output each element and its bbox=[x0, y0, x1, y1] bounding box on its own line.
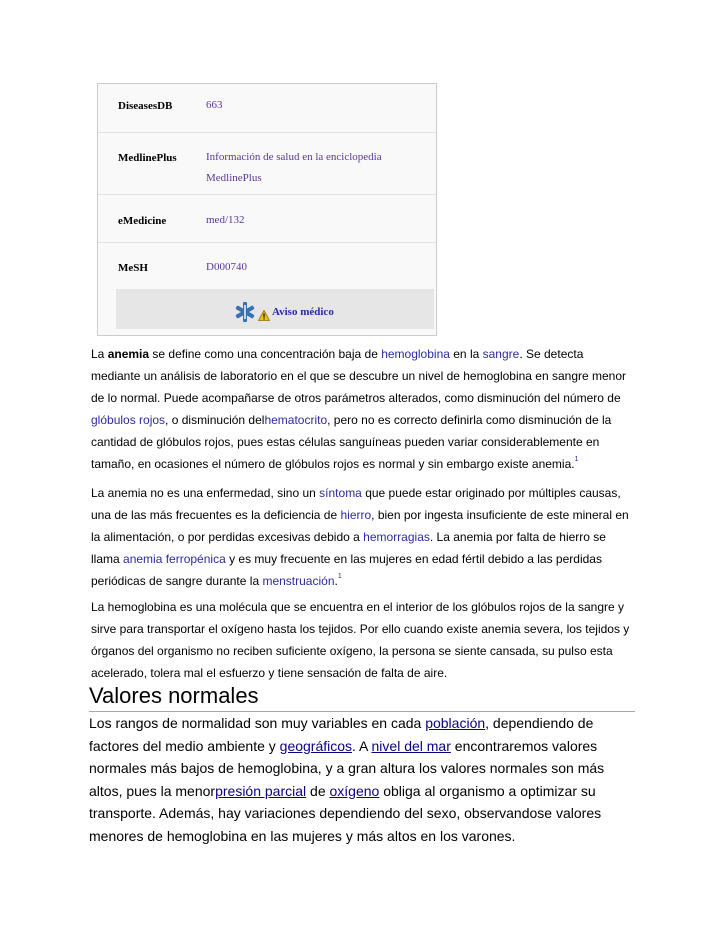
text-run: . bbox=[334, 574, 338, 588]
text-run: , pero no es correcto definirla como disminución de la cantidad de glóbulos rojos, pues estas células sanguíneas pueden variar considerablemente en tamaño, en ocasiones el número de glóbulos rojos es normal y sin embargo existe anemia. bbox=[91, 413, 612, 471]
medical-disclaimer-label: Aviso médico bbox=[272, 306, 334, 318]
text-run: . A bbox=[352, 737, 372, 754]
text-run: La anemia no es una enfermedad, sino un bbox=[91, 486, 320, 500]
link-geograficos[interactable]: geográficos bbox=[279, 737, 353, 754]
infobox-key: DiseasesDB bbox=[118, 100, 173, 112]
link-sangre[interactable]: sangre bbox=[482, 347, 520, 361]
infobox-value-link[interactable]: 663 bbox=[206, 99, 223, 111]
link-hierro[interactable]: hierro bbox=[340, 508, 372, 522]
reference-1[interactable]: 1 bbox=[337, 573, 342, 580]
hemoglobin-paragraph: La hemoglobina es una molécula que se encuentra en el interior de los glóbulos rojos de la sangre y sirve para transportar el oxígeno hasta los tejidos. Por ello cuando existe anemia severa, los tejidos y órganos del organismo no reciben suficiente oxígeno, la persona se siente cansada, su pulso esta acelerado, tolera mal el esfuerzo y tiene sensación de falta de aire. bbox=[91, 600, 630, 680]
section-heading: Valores normales bbox=[89, 683, 259, 708]
link-globulos-rojos[interactable]: glóbulos rojos bbox=[91, 413, 166, 427]
link-hemorragias[interactable]: hemorragias bbox=[363, 530, 430, 544]
link-menstruacion[interactable]: menstruación bbox=[262, 574, 335, 588]
link-presion-parcial[interactable]: presión parcial bbox=[215, 782, 307, 799]
link-sintoma[interactable]: síntoma bbox=[319, 486, 362, 500]
row-divider bbox=[98, 242, 436, 243]
text-run: encontraremos valores normales más bajos de hemoglobina, y a gran altura los valores normales son más altos, pues la menor bbox=[89, 737, 605, 799]
link-hematocrito[interactable]: hematocrito bbox=[264, 413, 328, 427]
caduceus-star-icon bbox=[234, 301, 256, 323]
warning-icon bbox=[258, 310, 270, 321]
infobox-value-line2: MedlinePlus bbox=[206, 172, 262, 184]
intro-paragraph bbox=[91, 343, 636, 475]
text-run: . Se detecta mediante un análisis de laboratorio en el que se descubre un nivel de hemoglobina en sangre menor de lo normal. Puede acompañarse de otros parámetros alterados, como disminución del número de bbox=[91, 347, 627, 405]
text-run: y es muy frecuente en las mujeres en edad fértil debido a las perdidas periódicas de sangre durante la bbox=[91, 552, 602, 588]
infobox-key: MeSH bbox=[118, 262, 148, 274]
link-oxigeno[interactable]: oxígeno bbox=[329, 782, 380, 799]
text-run: obliga al organismo a optimizar su transporte. Además, hay variaciones dependiendo del sexo, observandose valores menores de hemoglobina en las mujeres y más altos en los varones. bbox=[89, 782, 602, 844]
row-divider bbox=[98, 194, 436, 195]
link-nivel-del-mar[interactable]: nivel del mar bbox=[371, 737, 451, 754]
text-run: La bbox=[91, 347, 108, 361]
text-run: Los rangos de normalidad son muy variables en cada bbox=[89, 715, 426, 731]
link-hemoglobina[interactable]: hemoglobina bbox=[381, 347, 450, 361]
term-anemia: anemia bbox=[107, 347, 150, 361]
text-run: . La anemia por falta de hierro se llama bbox=[91, 530, 606, 566]
causes-paragraph bbox=[91, 482, 636, 592]
infobox-value-line1: Información de salud en la enciclopedia bbox=[206, 151, 382, 163]
text-run: , o disminución del bbox=[165, 413, 265, 427]
infobox-key: eMedicine bbox=[118, 215, 167, 227]
infobox-value-link[interactable] bbox=[206, 147, 426, 189]
medical-disclaimer-box bbox=[116, 289, 434, 329]
row-divider bbox=[98, 132, 436, 133]
link-poblacion[interactable]: población bbox=[425, 715, 486, 731]
link-anemia-ferropenica[interactable]: anemia ferropénica bbox=[123, 552, 226, 566]
infobox-key: MedlinePlus bbox=[118, 152, 177, 164]
text-run: que puede estar originado por múltiples causas, una de las más frecuentes es la deficiencia de bbox=[91, 486, 621, 522]
reference-1[interactable]: 1 bbox=[574, 456, 579, 463]
medical-disclaimer-link[interactable] bbox=[234, 301, 334, 323]
infobox-value-link[interactable]: D000740 bbox=[206, 261, 247, 273]
text-run: , bien por ingesta insuficiente de este mineral en la alimentación, o por perdidas excesivas debido a bbox=[91, 508, 629, 544]
text-run: , dependiendo de factores del medio ambiente y bbox=[89, 715, 594, 754]
infobox bbox=[97, 83, 437, 336]
infobox-value-link[interactable]: med/132 bbox=[206, 214, 245, 226]
text-run: en la bbox=[449, 347, 483, 361]
text-run: se define como una concentración baja de bbox=[149, 347, 382, 361]
text-run: de bbox=[306, 782, 330, 799]
normal-values-paragraph bbox=[89, 712, 637, 847]
